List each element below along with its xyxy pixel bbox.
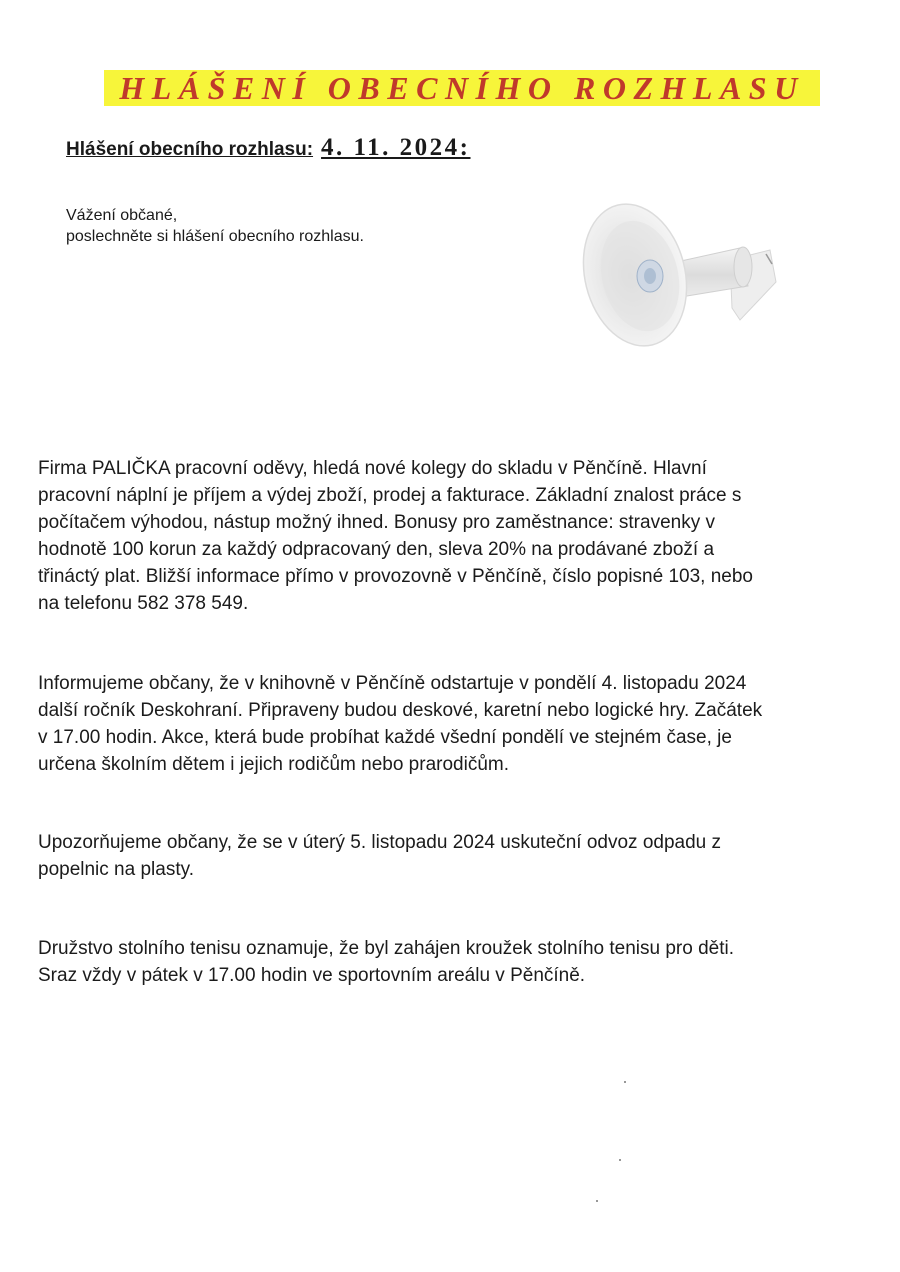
greeting-line: Vážení občané, — [66, 207, 178, 224]
scan-speck — [596, 1200, 598, 1202]
paragraph-line: popelnic na plasty. — [38, 859, 194, 880]
paragraph-line: počítačem výhodou, nástup možný ihned. Bonusy pro zaměstnance: stravenky v — [38, 512, 715, 533]
paragraph-line: další ročník Deskohraní. Připraveny budou deskové, karetní nebo logické hry. Začátek — [38, 700, 763, 721]
greeting — [66, 205, 364, 247]
paragraph-line: hodnotě 100 korun za každý odpracovaný den, sleva 20% na prodávané zboží a — [38, 539, 715, 560]
announcement-library — [38, 670, 838, 778]
announcement-table-tennis — [38, 935, 838, 989]
paragraph-line: Firma PALIČKA pracovní oděvy, hledá nové kolegy do skladu v Pěnčíně. Hlavní — [38, 458, 707, 479]
paragraph-line: pracovní náplní je příjem a výdej zboží, prodej a fakturace. Základní znalost práce s — [38, 485, 742, 506]
paragraph-line: třináctý plat. Bližší informace přímo v provozovně v Pěnčíně, číslo popisné 103, nebo — [38, 566, 753, 587]
paragraph-line: Družstvo stolního tenisu oznamuje, že byl zahájen kroužek stolního tenisu pro děti. — [38, 938, 734, 959]
heading-label: Hlášení obecního rozhlasu: — [66, 139, 314, 160]
announcement-heading — [66, 134, 471, 162]
paragraph-line: Upozorňujeme občany, že se v úterý 5. listopadu 2024 uskuteční odvoz odpadu z — [38, 832, 722, 853]
paragraph-line: na telefonu 582 378 549. — [38, 593, 249, 614]
paragraph-line: Informujeme občany, že v knihovně v Pěnčíně odstartuje v pondělí 4. listopadu 2024 — [38, 673, 747, 694]
greeting-line: poslechněte si hlášení obecního rozhlasu. — [66, 228, 364, 245]
paragraph-line: v 17.00 hodin. Akce, která bude probíhat každé všední pondělí ve stejném čase, je — [38, 727, 732, 748]
heading-date: 4. 11. 2024: — [321, 134, 471, 161]
scan-speck — [619, 1159, 621, 1161]
loudspeaker-icon — [580, 190, 790, 350]
announcement-waste-collection — [38, 829, 838, 883]
paragraph-line: Sraz vždy v pátek v 17.00 hodin ve sportovním areálu v Pěnčíně. — [38, 965, 586, 986]
paragraph-line: určena školním dětem i jejich rodičům nebo prarodičům. — [38, 754, 509, 775]
announcement-job-offer — [38, 455, 838, 617]
scan-speck — [624, 1081, 626, 1083]
page-title: HLÁŠENÍ OBECNÍHO ROZHLASU — [119, 70, 805, 106]
